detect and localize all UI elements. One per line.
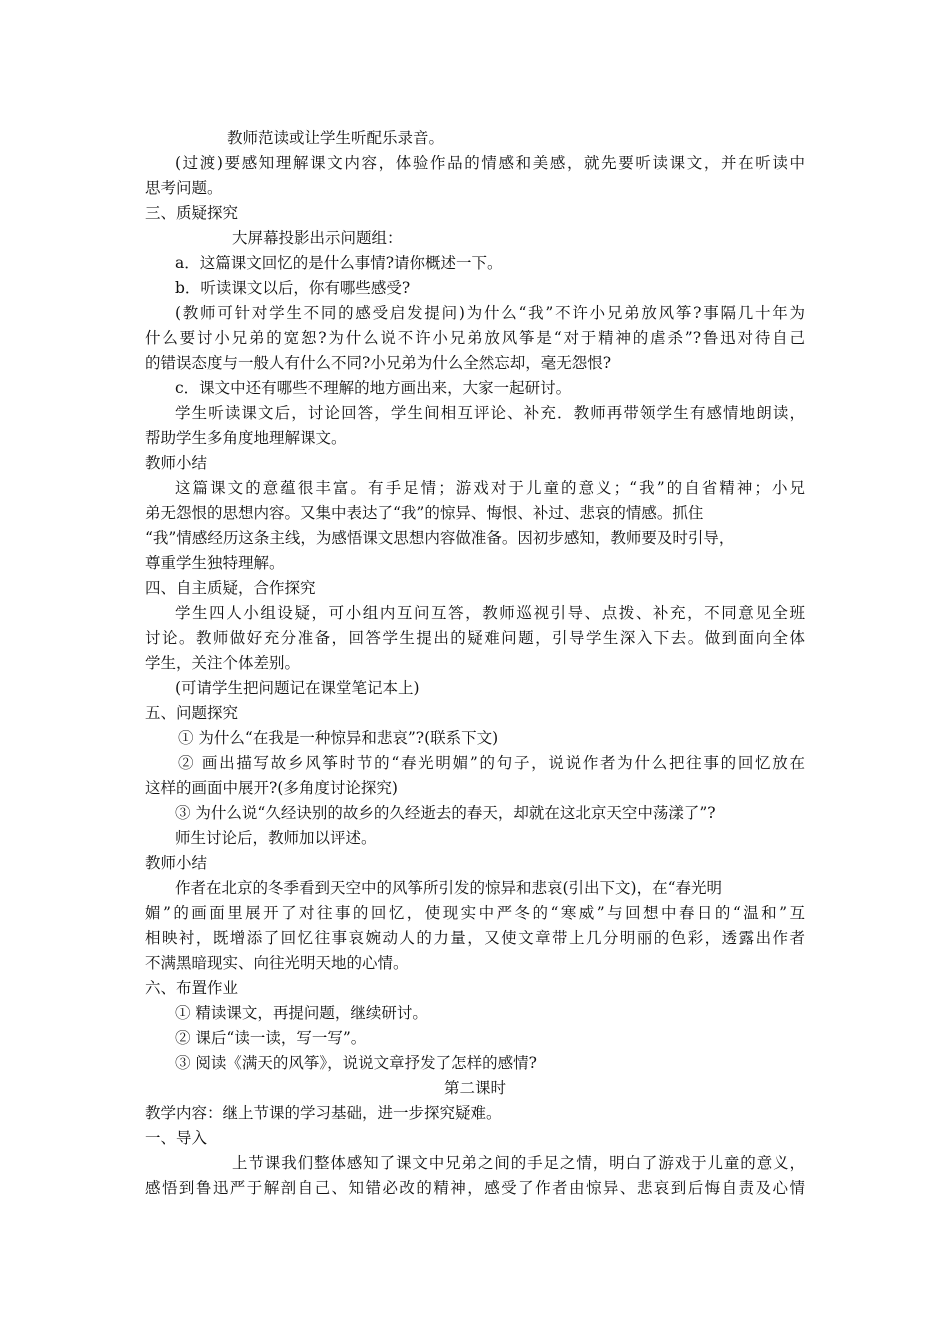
list-item: ① 为什么“在我是一种惊异和悲哀”?(联系下文)	[178, 729, 499, 747]
paragraph-line: 教学内容：继上节课的学习基础，进一步探究疑难。	[145, 1104, 502, 1122]
paragraph-line: 帮助学生多角度地理解课文。	[145, 429, 347, 447]
list-item: a．这篇课文回忆的是什么事情?请你概述一下。	[175, 254, 503, 272]
section-heading: 教师小结	[145, 854, 208, 872]
section-heading: 五、问题探究	[145, 704, 239, 722]
paragraph-line: (过渡)要感知理解课文内容，体验作品的情感和美感，就先要听读课文，并在听读中	[175, 154, 805, 172]
list-item: ③ 阅读《满天的风筝》，说说文章抒发了怎样的感情?	[175, 1054, 537, 1072]
paragraph-line: 相映衬，既增添了回忆往事哀婉动人的力量，又使文章带上几分明丽的色彩，透露出作者	[145, 929, 805, 947]
paragraph-line: 师生讨论后，教师加以评述。	[175, 829, 377, 847]
paragraph-line: 尊重学生独特理解。	[145, 554, 285, 572]
section-heading: 三、质疑探究	[145, 204, 239, 222]
paragraph-line: “我”情感经历这条主线，为感悟课文思想内容做准备。因初步感知，教师要及时引导，	[145, 529, 735, 547]
section-heading: 四、自主质疑，合作探究	[145, 579, 316, 597]
list-item: c．课文中还有哪些不理解的地方画出来，大家一起研讨。	[175, 379, 572, 397]
section-heading: 一、导入	[145, 1129, 208, 1147]
paragraph-line: 思考问题。	[145, 179, 223, 197]
paragraph-line: 的错误态度与一般人有什么不同?小兄弟为什么全然忘却，毫无怨恨?	[145, 354, 612, 372]
paragraph-line: 大屏幕投影出示问题组：	[232, 229, 403, 247]
paragraph-line: 学生四人小组设疑，可小组内互问互答，教师巡视引导、点拨、补充，不同意见全班	[175, 604, 805, 622]
paragraph-line: 上节课我们整体感知了课文中兄弟之间的手足之情，明白了游戏于儿童的意义，	[232, 1154, 805, 1172]
paragraph-line: 感悟到鲁迅严于解剖自己、知错必改的精神，感受了作者由惊异、悲哀到后悔自责及心情	[145, 1179, 805, 1197]
lesson-title: 第二课时	[443, 1079, 506, 1097]
paragraph-line: 弟无怨恨的思想内容。又集中表达了“我”的惊异、悔恨、补过、悲哀的情感。抓住	[145, 504, 704, 522]
paragraph-line: 学生，关注个体差别。	[145, 654, 301, 672]
paragraph-line: 这篇课文的意蕴很丰富。有手足情；游戏对于儿童的意义；“我”的自省精神；小兄	[175, 479, 805, 497]
paragraph-line: 作者在北京的冬季看到天空中的风筝所引发的惊异和悲哀(引出下文)，在“春光明	[175, 879, 723, 897]
list-item: b．听读课文以后，你有哪些感受?	[175, 279, 411, 297]
list-item: ① 精读课文，再提问题，继续研讨。	[175, 1004, 428, 1022]
paragraph-line: 讨论。教师做好充分准备，回答学生提出的疑难问题，引导学生深入下去。做到面向全体	[145, 629, 805, 647]
paragraph-line: 媚”的画面里展开了对往事的回忆，使现实中严冬的“寒威”与回想中春日的“温和”互	[145, 904, 805, 922]
paragraph-line: (教师可针对学生不同的感受启发提问)为什么“我”不许小兄弟放风筝?事隔几十年为	[175, 304, 805, 322]
paragraph-line: 什么要讨小兄弟的宽恕?为什么说不许小兄弟放风筝是“对于精神的虐杀”?鲁迅对待自己	[145, 329, 805, 347]
list-item: ② 课后“读一读，写一写”。	[175, 1029, 367, 1047]
paragraph-line: (可请学生把问题记在课堂笔记本上)	[175, 679, 420, 697]
section-heading: 六、布置作业	[145, 979, 239, 997]
paragraph-line: 教师范读或让学生听配乐录音。	[227, 129, 445, 147]
list-item: ② 画出描写故乡风筝时节的“春光明媚”的句子，说说作者为什么把往事的回忆放在	[178, 754, 805, 772]
paragraph-line: 这样的画面中展开?(多角度讨论探究)	[145, 779, 398, 797]
section-heading: 教师小结	[145, 454, 208, 472]
paragraph-line: 不满黑暗现实、向往光明天地的心情。	[145, 954, 409, 972]
paragraph-line: 学生听读课文后，讨论回答，学生间相互评论、补充．教师再带领学生有感情地朗读，	[175, 404, 805, 422]
list-item: ③ 为什么说“久经诀别的故乡的久经逝去的春天，却就在这北京天空中荡漾了”?	[175, 804, 716, 822]
